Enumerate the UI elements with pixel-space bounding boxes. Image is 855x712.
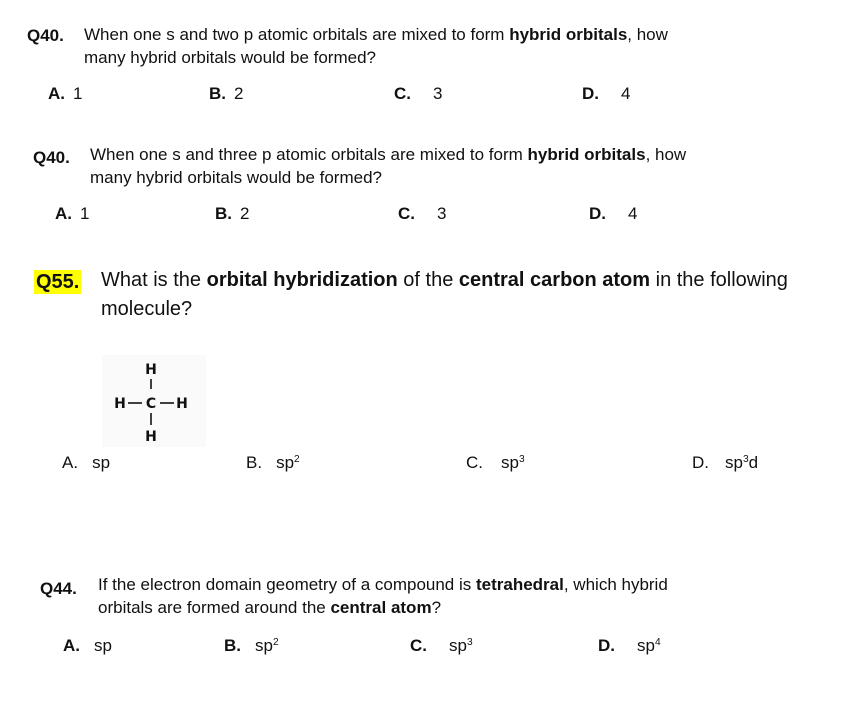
option-value: sp: [92, 453, 111, 472]
option-value: sp: [276, 453, 295, 472]
option-letter: D.: [589, 204, 606, 223]
stem-bold-term: tetrahedral: [475, 575, 564, 594]
option-letter: D.: [692, 453, 709, 472]
option-letter: B.: [215, 204, 232, 223]
atom-bottom: H: [145, 429, 157, 445]
stem-text: many hybrid orbitals would be formed?: [90, 167, 382, 187]
stem-bold-term: orbital hybridization: [206, 269, 398, 291]
question-number: Q40.: [27, 26, 64, 45]
option-superscript: 3: [742, 453, 749, 465]
option-d[interactable]: [692, 453, 758, 473]
option-a[interactable]: [55, 204, 89, 224]
stem-text: When one s and two p atomic orbitals are mixed to form: [84, 25, 510, 44]
option-letter: B.: [209, 84, 226, 103]
option-superscript: 4: [654, 636, 661, 648]
option-c[interactable]: [410, 636, 473, 656]
stem-text: When one s and three p atomic orbitals are mixed to form: [90, 145, 528, 164]
option-letter: D.: [598, 636, 615, 655]
option-letter: A.: [55, 204, 72, 223]
option-b[interactable]: [246, 453, 300, 473]
stem-text: , which hybrid: [563, 575, 668, 594]
option-c[interactable]: [466, 453, 525, 473]
option-letter: A.: [63, 636, 80, 655]
option-value: 1: [80, 204, 90, 223]
option-value-tail: d: [748, 453, 759, 472]
stem-bold-term: central carbon atom: [458, 269, 651, 291]
option-superscript: 3: [466, 636, 473, 648]
question-stem: [101, 266, 841, 324]
stem-text: If the electron domain geometry of a compound is: [98, 575, 476, 594]
molecule-diagram: [102, 355, 206, 447]
option-a[interactable]: [48, 84, 82, 104]
atom-right: H: [176, 396, 188, 412]
stem-bold-term: hybrid orbitals: [509, 25, 628, 44]
question-number-highlighted: Q55.: [36, 271, 80, 293]
molecule-structure: [102, 355, 206, 447]
option-superscript: 2: [294, 453, 300, 465]
atom-top: H: [145, 362, 157, 378]
option-letter: A.: [62, 453, 79, 472]
option-b[interactable]: [224, 636, 279, 656]
option-c[interactable]: [394, 84, 442, 104]
stem-text: in the following: [650, 269, 788, 291]
question-number: Q40.: [33, 148, 70, 167]
option-value: 2: [240, 204, 250, 223]
option-superscript: 3: [518, 453, 525, 465]
stem-text: orbitals are formed around the: [98, 597, 331, 617]
option-value: 4: [628, 204, 638, 223]
option-value: 2: [234, 84, 244, 103]
option-superscript: 2: [272, 636, 279, 648]
option-value: 3: [437, 204, 447, 223]
option-letter: D.: [582, 84, 599, 103]
option-value: sp: [637, 636, 655, 655]
atom-left: H: [114, 396, 126, 412]
question-number: Q44.: [40, 579, 77, 598]
stem-text: ?: [431, 597, 442, 617]
option-d[interactable]: [598, 636, 661, 656]
stem-text: molecule?: [101, 298, 193, 320]
option-a[interactable]: [63, 636, 112, 656]
option-letter: C.: [398, 204, 415, 223]
option-value: 4: [621, 84, 631, 103]
stem-bold-term: central atom: [330, 597, 432, 617]
option-b[interactable]: [209, 84, 243, 104]
option-letter: C.: [410, 636, 427, 655]
option-c[interactable]: [398, 204, 446, 224]
option-value: sp: [255, 636, 273, 655]
question-stem: [98, 574, 798, 620]
option-d[interactable]: [582, 84, 630, 104]
stem-text: many hybrid orbitals would be formed?: [84, 47, 376, 67]
option-b[interactable]: [215, 204, 249, 224]
option-d[interactable]: [589, 204, 637, 224]
question-stem: [84, 24, 764, 70]
option-letter: C.: [394, 84, 411, 103]
stem-bold-term: hybrid orbitals: [527, 145, 646, 164]
option-letter: A.: [48, 84, 65, 103]
option-letter: B.: [246, 453, 263, 472]
option-value: 1: [73, 84, 83, 103]
option-value: 3: [433, 84, 443, 103]
stem-text: , how: [627, 25, 668, 44]
option-letter: B.: [224, 636, 241, 655]
stem-text: of the: [397, 269, 459, 291]
option-value: sp: [501, 453, 519, 472]
option-value: sp: [725, 453, 743, 472]
stem-text: What is the: [101, 269, 207, 291]
option-a[interactable]: [62, 453, 110, 473]
option-value: sp: [94, 636, 112, 655]
option-value: sp: [449, 636, 467, 655]
atom-center: C: [145, 396, 157, 412]
question-stem: [90, 144, 770, 190]
option-letter: C.: [466, 453, 483, 472]
stem-text: , how: [645, 145, 687, 164]
